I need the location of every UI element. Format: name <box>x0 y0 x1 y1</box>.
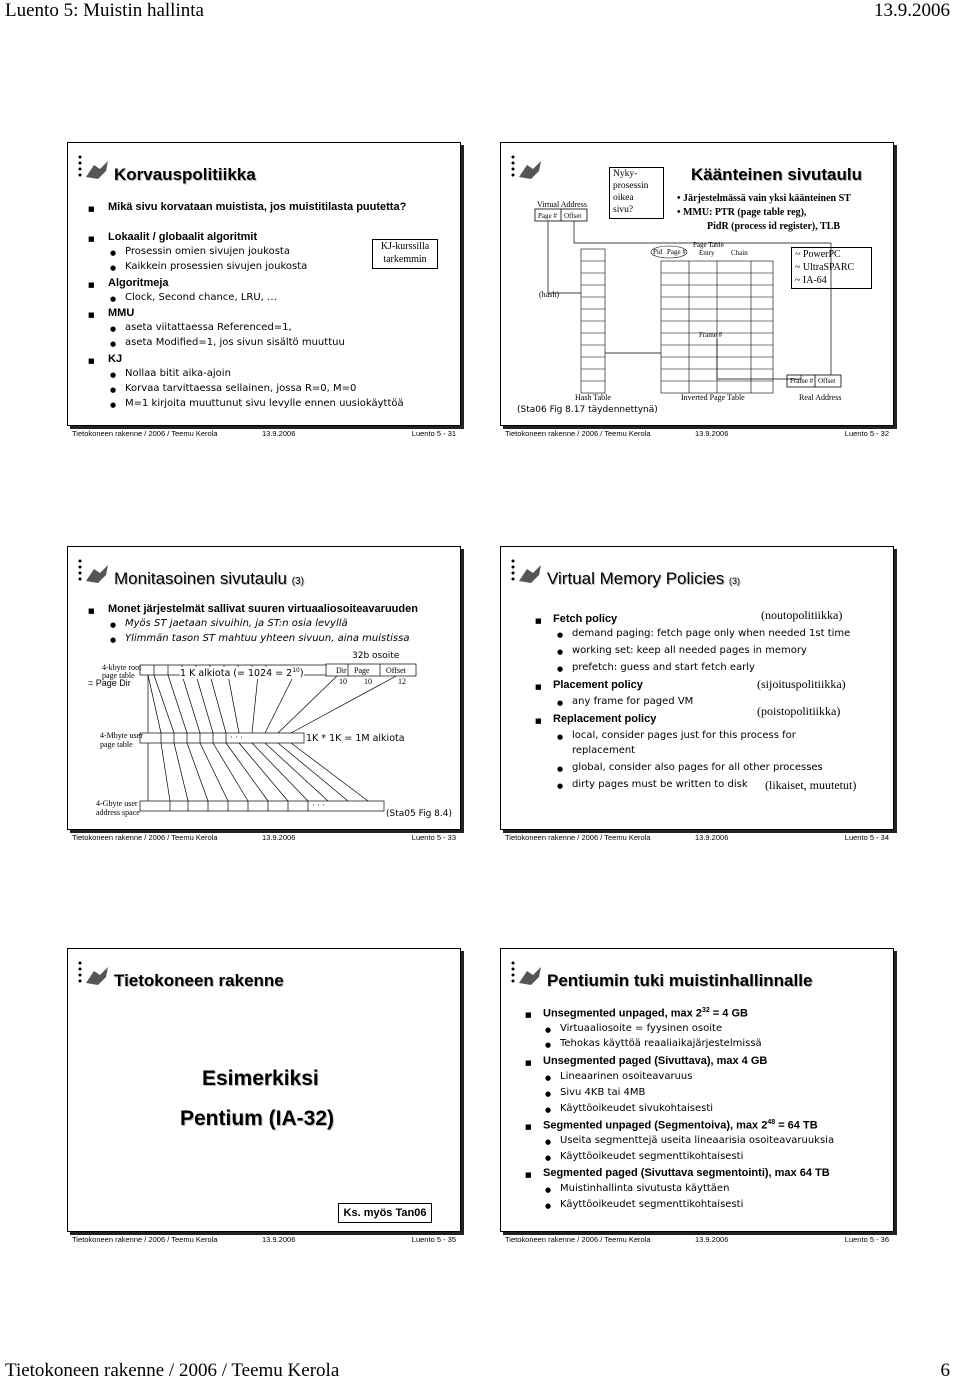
slide-title: Virtual Memory Policies (3) <box>547 569 741 588</box>
label-1k-entries: 1 K alkiota (= $1024 = 2^{10}$) <box>180 667 304 680</box>
label-pid: Pid <box>653 248 663 256</box>
sub-bullet: Muistinhallinta sivutusta käyttäen <box>560 1183 730 1194</box>
slide-footer: Tietokoneen rakenne / 2006 / Teemu Kerola 13.9.2006 Luento 5 - 31 <box>72 429 456 438</box>
label-page-table: Page Table <box>693 241 724 249</box>
label-gbyte-1: 4-Gbyte user <box>96 799 138 808</box>
bullet-pidr: PidR (process id register), TLB <box>707 221 841 232</box>
penguin-logo-icon <box>76 959 112 989</box>
heading-placement-policy: Placement policy <box>553 679 643 691</box>
label-offset: Offset <box>386 666 406 675</box>
label-real-address: Real Address <box>799 393 842 402</box>
slide-footer: Tietokoneen rakenne / 2006 / Teemu Kerola 13.9.2006 Luento 5 - 35 <box>72 1235 456 1244</box>
sub-bullet: global, consider also pages for all other processes <box>572 762 823 773</box>
slide-36: Pentiumin tuki muistinhallinnalle ■ Unsegmented unpaged, $\max 2^{32} = 4$ GB ● Virtuaaliosoite = fyysinen osoite ● Tehokas käyttöä reaaliaikajärjestelmissä ■ Unsegmented paged (Sivuttava), max 4 GB ● Lineaarinen osoiteavaruus ● Sivu 4KB tai 4MB ● Käyttöoikeudet sivukohtaisesti ■ Segmented unpaged (Segmentoiva), $\max 2^{48} = 64$ TB ● Useita segmenttejä useita lineaarisia osoiteavaruuksia ● Käyttöoikeudet segmenttikohtaisesti ■ Segmented paged (Sivuttava segmentointi), max 64 TB ● Muistinhallinta sivutusta käyttäen ● Käyttöoikeudet segmenttikohtaisesti Tietokoneen rakenne / 2006 / Teemu Kerola 13.9.2006 Luento 5 - 36 <box>500 948 894 1232</box>
slide-title: Korvauspolitiikka <box>114 165 256 184</box>
sub-bullet: working set: keep all needed pages in memory <box>572 645 807 656</box>
label-offset-2: Offset <box>818 377 836 385</box>
svg-text:· · ·: · · · <box>312 801 325 810</box>
fetch-note: (noutopolitiikka) <box>761 608 843 622</box>
slide-footer: Tietokoneen rakenne / 2006 / Teemu Kerola 13.9.2006 Luento 5 - 36 <box>505 1235 889 1244</box>
sub-bullet: Sivu 4KB tai 4MB <box>560 1087 646 1098</box>
page-footer: Tietokoneen rakenne / 2006 / Teemu Kerola 6 <box>5 1360 950 1381</box>
page-number: 6 <box>940 1360 950 1381</box>
sub-bullet: Käyttöoikeudet sivukohtaisesti <box>560 1103 714 1114</box>
sub-bullet: M=1 kirjoita muuttunut sivu levylle ennen uusiokäyttöä <box>125 398 404 409</box>
note-box: KJ-kurssilla tarkemmin <box>372 239 438 269</box>
slide-33: Monitasoinen sivutaulu (3) ■ Monet järjestelmät sallivat suuren virtuaaliosoiteavaruuden ● Myös ST jaetaan sivuihin, ja ST:n osia levyllä ● Ylimmän tason ST mahtuu yhteen sivuun, aina muistissa · · · · · · 4-kbyte root page table = Page Dir 1 K alkiota (= $1024 = 2^{10}$) 32b osoite Dir Page Offset 10 10 12 4-Mbyte user page table 1K * 1K = 1M alkiota 4-Gbyte user address space (Sta05 Fig 8.4) Tietokoneen rakenne / 2006 / Teemu Kerola 13.9.2006 Luento 5 - 33 <box>67 546 461 830</box>
slide-35 <box>67 948 461 1244</box>
label-inverted-page-table: Inverted Page Table <box>681 393 745 402</box>
source-reference: (Sta06 Fig 8.17 täydennettynä) <box>517 405 658 415</box>
sub-bullet: local, consider pages just for this process for <box>572 730 796 741</box>
callout-box: Nyky- prosessin oikea sivu? <box>609 167 664 219</box>
slide-title: Monitasoinen sivutaulu (3) <box>114 569 304 588</box>
heading-replacement-policy: Replacement policy <box>553 713 657 725</box>
sub-bullet-cont: replacement <box>572 745 636 756</box>
page-header-date: 13.9.2006 <box>874 0 950 21</box>
placement-note: (sijoituspolitiikka) <box>757 677 846 691</box>
bullet-large-va: Monet järjestelmät sallivat suuren virtuaaliosoiteavaruuden <box>108 603 418 615</box>
big-heading-esimerkiksi: Esimerkiksi <box>202 1067 319 1090</box>
sub-bullet: Käyttöoikeudet segmenttikohtaisesti <box>560 1151 744 1162</box>
label-hash: (hash) <box>539 290 559 299</box>
sub-bullet: Käyttöoikeudet segmenttikohtaisesti <box>560 1199 744 1210</box>
slide-footer: Tietokoneen rakenne / 2006 / Teemu Kerola 13.9.2006 Luento 5 - 33 <box>72 833 456 842</box>
label-32b-address: 32b osoite <box>352 651 400 661</box>
label-bits-dir: 10 <box>339 677 347 686</box>
slide-32 <box>500 142 894 438</box>
label-page-no-2: Page # <box>667 248 686 256</box>
bullet-algoritmeja: Algoritmeja <box>108 277 169 289</box>
reference-box: Ks. myös Tan06 <box>338 1203 432 1223</box>
sub-bullet: Lineaarinen osoiteavaruus <box>560 1071 693 1082</box>
label-virtual-address: Virtual Address <box>537 200 587 209</box>
penguin-logo-icon <box>76 153 112 183</box>
replacement-note: (poistopolitiikka) <box>757 704 841 718</box>
label-offset: Offset <box>564 212 582 220</box>
slide-footer: Tietokoneen rakenne / 2006 / Teemu Kerola 13.9.2006 Luento 5 - 34 <box>505 833 889 842</box>
arch-box: ~ PowerPC ~ UltraSPARC ~ IA-64 <box>791 247 872 289</box>
sub-bullet: Prosessin omien sivujen joukosta <box>125 246 290 257</box>
label-page-no: Page # <box>538 212 557 220</box>
sub-bullet: Tehokas käyttöä reaaliaikajärjestelmissä <box>560 1038 762 1049</box>
slide-title: Tietokoneen rakenne <box>114 971 284 990</box>
heading-unsegmented-paged: Unsegmented paged (Sivuttava), max 4 GB <box>543 1055 768 1067</box>
source-reference: (Sta05 Fig 8.4) <box>386 809 453 819</box>
heading-unsegmented-unpaged: Unsegmented unpaged, $\max 2^{32} = 4$ GB <box>543 1007 748 1020</box>
big-heading-pentium: Pentium (IA-32) <box>180 1107 335 1130</box>
label-chain: Chain <box>731 249 748 257</box>
label-1m-entries: 1K * 1K = 1M alkiota <box>306 733 405 744</box>
bullet-only-one: • Järjestelmässä vain yksi käänteinen ST <box>677 193 851 204</box>
multilevel-page-table-diagram <box>68 547 460 829</box>
label-root-1: 4-kbyte root <box>102 663 142 672</box>
penguin-logo-icon <box>509 959 545 989</box>
sub-bullet: aseta Modified=1, jos sivun sisältö muuttuu <box>125 337 345 348</box>
sub-bullet: aseta viitattaessa Referenced=1, <box>125 322 292 333</box>
sub-bullet: Virtuaaliosoite = fyysinen osoite <box>560 1023 723 1034</box>
sub-bullet: Kaikkein prosessien sivujen joukosta <box>125 261 308 272</box>
slide-title: Käänteinen sivutaulu <box>691 165 862 184</box>
label-bits-page: 10 <box>364 677 372 686</box>
bullet-kj: KJ <box>108 353 123 365</box>
label-user-pt-2: page table <box>100 740 133 749</box>
sub-bullet: Nollaa bitit aika-ajoin <box>125 368 231 379</box>
label-root-2: page table <box>102 671 135 680</box>
penguin-logo-icon <box>509 557 545 587</box>
page-header-title: Luento 5: Muistin hallinta <box>5 0 204 21</box>
bullet-mmu: MMU <box>108 307 135 319</box>
sub-bullet: Myös ST jaetaan sivuihin, ja ST:n osia levyllä <box>125 618 348 629</box>
dirty-note: (likaiset, muutetut) <box>765 778 857 792</box>
label-gbyte-2: address space <box>96 808 140 817</box>
label-dir: Dir <box>336 666 347 675</box>
label-page: Page <box>354 666 370 675</box>
sub-bullet: dirty pages must be written to disk <box>572 779 748 790</box>
label-user-pt-1: 4-Mbyte user <box>100 731 143 740</box>
heading-fetch-policy: Fetch policy <box>553 613 618 625</box>
slide-34: Virtual Memory Policies (3) ■ Fetch policy (noutopolitiikka) ● demand paging: fetch page only when needed 1st time ● working set: keep all needed pages in memory ● prefetch: guess and start fetch early ■ Placement policy (sijoituspolitiikka) ● any frame for paged VM (poistopolitiikka) ■ Replacement policy ● local, consider pages just for this process for replacement ● global, consider also pages for all other processes ● dirty pages must be written to disk (likaiset, muutetut) Tietokoneen rakenne / 2006 / Teemu Kerola 13.9.2006 Luento 5 - 34 <box>500 546 894 830</box>
sub-bullet: Ylimmän tason ST mahtuu yhteen sivuun, aina muistissa <box>125 633 410 644</box>
sub-bullet: prefetch: guess and start fetch early <box>572 662 755 673</box>
label-page-dir: = Page Dir <box>88 678 131 688</box>
label-frame-no: Frame # <box>699 331 723 339</box>
heading-segmented-paged: Segmented paged (Sivuttava segmentointi), max 64 TB <box>543 1167 830 1179</box>
heading-segmented-unpaged: Segmented unpaged (Segmentoiva), $\max 2^{48} = 64$ TB <box>543 1119 818 1132</box>
bullet-algorithms: Lokaalit / globaalit algoritmit <box>108 231 258 243</box>
label-hash-table: Hash Table <box>575 393 611 402</box>
sub-bullet: demand paging: fetch page only when needed 1st time <box>572 628 851 639</box>
sub-bullet: Useita segmenttejä useita lineaarisia osoiteavaruuksia <box>560 1135 835 1146</box>
slide-31: Korvauspolitiikka ■ Mikä sivu korvataan muistista, jos muistitilasta puutetta? ■ Lokaalit / globaalit algoritmit ● Prosessin omien sivujen joukosta ● Kaikkein prosessien sivujen joukosta ■ Algoritmeja ● Clock, Second chance, LRU, … ■ MMU ● aseta viitattaessa Referenced=1, ● aseta Modified=1, jos sivun sisältö muuttuu ■ KJ ● Nollaa bitit aika-ajoin ● Korvaa tarvittaessa sellainen, jossa R=0, M=0 ● M=1 kirjoita muuttunut sivu levylle ennen uusiokäyttöä KJ-kurssilla tarkemmin Tietokoneen rakenne / 2006 / Teemu Kerola 13.9.2006 Luento 5 - 31 <box>67 142 461 426</box>
label-bits-offset: 12 <box>398 677 406 686</box>
bullet-mmu: • MMU: PTR (page table reg), <box>677 207 807 218</box>
slide-footer: Tietokoneen rakenne / 2006 / Teemu Kerola 13.9.2006 Luento 5 - 32 <box>505 429 889 438</box>
sub-bullet: Korvaa tarvittaessa sellainen, jossa R=0, M=0 <box>125 383 357 394</box>
slide-title: Pentiumin tuki muistinhallinnalle <box>547 971 813 990</box>
sub-bullet: Clock, Second chance, LRU, … <box>125 292 278 303</box>
bullet-question: Mikä sivu korvataan muistista, jos muistitilasta puutetta? <box>108 201 407 213</box>
svg-text:· · ·: · · · <box>230 733 243 742</box>
label-entry: Entry <box>699 249 715 257</box>
label-frame-no-2: Frame # <box>790 377 814 385</box>
sub-bullet: any frame for paged VM <box>572 696 694 707</box>
